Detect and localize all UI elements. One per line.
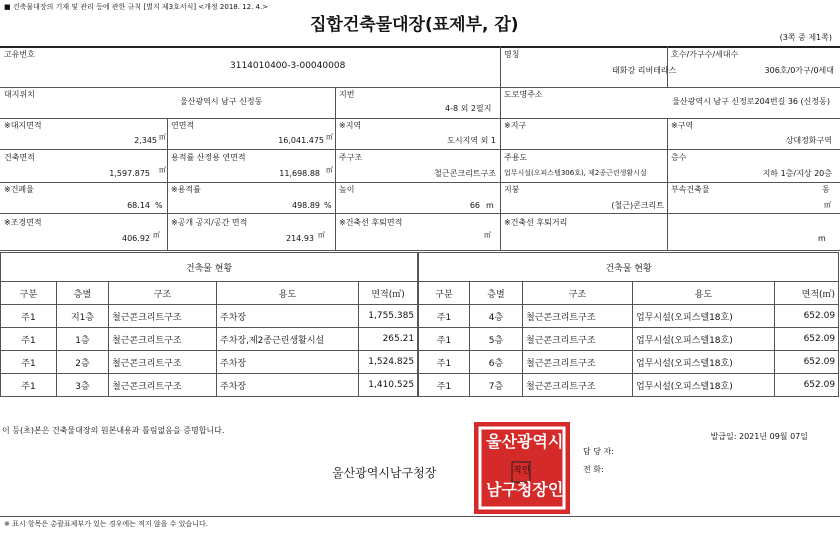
public-space-label: ※공개 공지/공간 면적 xyxy=(171,218,248,227)
name-label: 명칭 xyxy=(504,50,520,59)
lot-value: 4-8 외 2필지 xyxy=(445,104,492,113)
regulation-note: ■ 건축물대장의 기재 및 관리 등에 관한 규칙 [별지 제3호서식] <개정 2018. 12. 4.> xyxy=(4,3,269,11)
table-row xyxy=(1,374,418,397)
cell-structure: 철근콘크리트구조 xyxy=(523,351,633,374)
table-row xyxy=(419,305,839,328)
cell-type: 주1 xyxy=(1,374,57,397)
row-divider xyxy=(0,118,840,119)
bcr-value: 68.14 xyxy=(127,201,150,210)
issue-date: 발급일: 2021년 09월 07일 xyxy=(710,432,808,441)
height-label: 높이 xyxy=(339,185,355,194)
row-divider xyxy=(0,182,840,183)
landscape-label: ※조경면적 xyxy=(4,218,42,227)
cell-type: 주1 xyxy=(1,328,57,351)
cell-area: 1,524.825 xyxy=(359,351,418,374)
far-gfa-label: 용적률 산정용 연면적 xyxy=(171,153,246,162)
unit-m: m xyxy=(486,201,494,210)
col-divider xyxy=(500,46,501,87)
cell-area: 652.09 xyxy=(775,305,839,328)
annex-label: 부속건축물 xyxy=(671,185,710,194)
height-value: 66 xyxy=(469,201,480,210)
far-label: ※용적률 xyxy=(171,185,201,194)
use-value: 업무시설(오피스텔306호), 제2종근린생활시설 xyxy=(504,169,647,177)
col-divider xyxy=(500,87,501,118)
cell-floor: 지1층 xyxy=(57,305,109,328)
gfa-value: 16,041.475 xyxy=(278,136,324,145)
table-row xyxy=(419,351,839,374)
header-cell: 면적(㎡) xyxy=(775,282,839,305)
phone-label: 전 화: xyxy=(583,465,604,474)
unit-m2: ㎡ xyxy=(326,133,333,141)
seal-text-top: 울산광역시 xyxy=(486,432,564,451)
header-cell: 구분 xyxy=(419,282,470,305)
structure-value: 철근콘크리트구조 xyxy=(434,169,496,178)
table-header-row xyxy=(419,282,839,305)
unit-pct: % xyxy=(155,201,163,210)
row-divider xyxy=(0,87,840,88)
header-cell: 구조 xyxy=(523,282,633,305)
cell-structure: 철근콘크리트구조 xyxy=(109,328,217,351)
cell-type: 주1 xyxy=(419,351,470,374)
id-label: 고유번호 xyxy=(4,50,35,59)
cell-type: 주1 xyxy=(1,305,57,328)
col-divider xyxy=(335,118,336,250)
col-divider xyxy=(667,118,668,250)
unit-m2: ㎡ xyxy=(318,231,325,239)
cell-area: 1,410.525 xyxy=(359,374,418,397)
setback-area-label: ※건축선 후퇴면적 xyxy=(339,218,403,227)
cell-use: 업무시설(오피스텔18호) xyxy=(633,374,775,397)
cell-area: 265.21 xyxy=(359,328,418,351)
table-row xyxy=(1,351,418,374)
unit-m2: ㎡ xyxy=(153,231,160,239)
table-title-row xyxy=(419,253,839,282)
lot-label: 지번 xyxy=(339,90,355,99)
table-title-row xyxy=(1,253,418,282)
cell-floor: 1층 xyxy=(57,328,109,351)
cell-structure: 철근콘크리트구조 xyxy=(109,351,217,374)
cell-use: 주차장 xyxy=(217,305,359,328)
unit-m2: ㎡ xyxy=(484,231,491,239)
annex-value: 동 xyxy=(822,185,830,194)
cell-structure: 철근콘크리트구조 xyxy=(109,305,217,328)
cell-floor: 5층 xyxy=(470,328,523,351)
setback-distance-label: ※건축선 후퇴거리 xyxy=(504,218,568,227)
table-row xyxy=(419,374,839,397)
unit-pct: % xyxy=(324,201,332,210)
table-row xyxy=(419,328,839,351)
units-label: 호수/가구수/세대수 xyxy=(671,50,739,59)
cell-floor: 3층 xyxy=(57,374,109,397)
units-value: 306호/0가구/0세대 xyxy=(764,66,834,75)
cell-structure: 철근콘크리트구조 xyxy=(523,305,633,328)
col-divider xyxy=(167,118,168,250)
cell-floor: 7층 xyxy=(470,374,523,397)
header-cell: 구분 xyxy=(1,282,57,305)
site-label: 대지위치 xyxy=(4,90,35,99)
gfa-label: 연면적 xyxy=(171,121,195,130)
road-value: 울산광역시 남구 신정로204번길 36 (신정동) xyxy=(672,97,830,106)
far-value: 498.89 xyxy=(292,201,320,210)
bldg-area-label: 건축면적 xyxy=(4,153,35,162)
zone-label: ※지역 xyxy=(339,121,362,130)
certify-text: 이 등(초)본은 건축물대장의 원본내용과 틀림없음을 증명합니다. xyxy=(2,426,225,435)
name-value: 태화강 리버테라스 xyxy=(612,66,677,75)
cell-area: 1,755.385 xyxy=(359,305,418,328)
row-divider xyxy=(0,250,840,251)
cell-type: 주1 xyxy=(1,351,57,374)
cell-type: 주1 xyxy=(419,305,470,328)
cell-area: 652.09 xyxy=(775,351,839,374)
land-area-value: 2,345 xyxy=(134,136,157,145)
page-count: (3쪽 중 제1쪽) xyxy=(779,33,832,42)
cell-type: 주1 xyxy=(419,374,470,397)
header-cell: 면적(㎡) xyxy=(359,282,418,305)
id-value: 3114010400-3-00040008 xyxy=(230,61,346,71)
land-area-label: ※대지면적 xyxy=(4,121,42,130)
cell-area: 652.09 xyxy=(775,374,839,397)
col-divider xyxy=(335,87,336,118)
issuer-name: 울산광역시남구청장 xyxy=(332,466,437,480)
cell-use: 업무시설(오피스텔18호) xyxy=(633,328,775,351)
footer-divider xyxy=(0,516,840,517)
cell-area: 652.09 xyxy=(775,328,839,351)
header-cell: 층별 xyxy=(470,282,523,305)
cell-use: 업무시설(오피스텔18호) xyxy=(633,305,775,328)
status-title: 건축물 현황 xyxy=(1,253,418,282)
cell-floor: 4층 xyxy=(470,305,523,328)
structure-label: 주구조 xyxy=(339,153,363,162)
use-label: 주용도 xyxy=(504,153,528,162)
cell-structure: 철근콘크리트구조 xyxy=(523,374,633,397)
header-cell: 용도 xyxy=(217,282,359,305)
floors-label: 층수 xyxy=(671,153,687,162)
area-label: ※구역 xyxy=(671,121,694,130)
landscape-value: 406.92 xyxy=(122,234,150,243)
status-title: 건축물 현황 xyxy=(419,253,839,282)
page-title: 집합건축물대장(표제부, 갑) xyxy=(310,15,519,35)
zone-value: 도시지역 외 1 xyxy=(447,136,496,145)
cell-type: 주1 xyxy=(419,328,470,351)
cell-structure: 철근콘크리트구조 xyxy=(523,328,633,351)
status-table-right xyxy=(418,252,839,397)
floors-value: 지하 1층/지상 20층 xyxy=(762,169,832,178)
table-header-row xyxy=(1,282,418,305)
district-label: ※지구 xyxy=(504,121,527,130)
far-gfa-value: 11,698.88 xyxy=(279,169,320,178)
public-space-value: 214.93 xyxy=(286,234,314,243)
officer-label: 담 당 자: xyxy=(583,447,614,456)
seal-mark: 직인 xyxy=(513,466,531,476)
row-divider xyxy=(0,149,840,150)
roof-value: (철근)콘크리트 xyxy=(611,201,664,210)
cell-use: 주차장 xyxy=(217,351,359,374)
site-value: 울산광역시 남구 신정동 xyxy=(180,97,263,106)
unit-m2: ㎡ xyxy=(159,166,166,174)
footnote: ※ 표시 항목은 총괄표제부가 있는 경우에는 적지 않을 수 있습니다. xyxy=(4,520,208,528)
official-seal-icon xyxy=(472,420,572,516)
unit-m2: ㎡ xyxy=(159,133,166,141)
header-cell: 층별 xyxy=(57,282,109,305)
cell-structure: 철근콘크리트구조 xyxy=(109,374,217,397)
bcr-label: ※건폐율 xyxy=(4,185,34,194)
header-cell: 구조 xyxy=(109,282,217,305)
bldg-area-value: 1,597.875 xyxy=(109,169,150,178)
cell-use: 주차장,제2종근린생활시설 xyxy=(217,328,359,351)
table-row xyxy=(1,328,418,351)
status-table-left xyxy=(0,252,418,397)
cell-floor: 6층 xyxy=(470,351,523,374)
table-row xyxy=(1,305,418,328)
cell-use: 업무시설(오피스텔18호) xyxy=(633,351,775,374)
cell-use: 주차장 xyxy=(217,374,359,397)
seal-text-bottom: 남구청장인 xyxy=(486,480,564,499)
roof-label: 지붕 xyxy=(504,185,520,194)
row-divider xyxy=(0,213,840,214)
unit-m: m xyxy=(818,234,826,243)
top-border xyxy=(0,46,840,48)
unit-m2: ㎡ xyxy=(326,166,333,174)
road-label: 도로명주소 xyxy=(504,90,543,99)
area-value: 상대정화구역 xyxy=(785,136,832,145)
cell-floor: 2층 xyxy=(57,351,109,374)
col-divider xyxy=(500,118,501,250)
unit-m2: ㎡ xyxy=(824,201,831,209)
header-cell: 용도 xyxy=(633,282,775,305)
